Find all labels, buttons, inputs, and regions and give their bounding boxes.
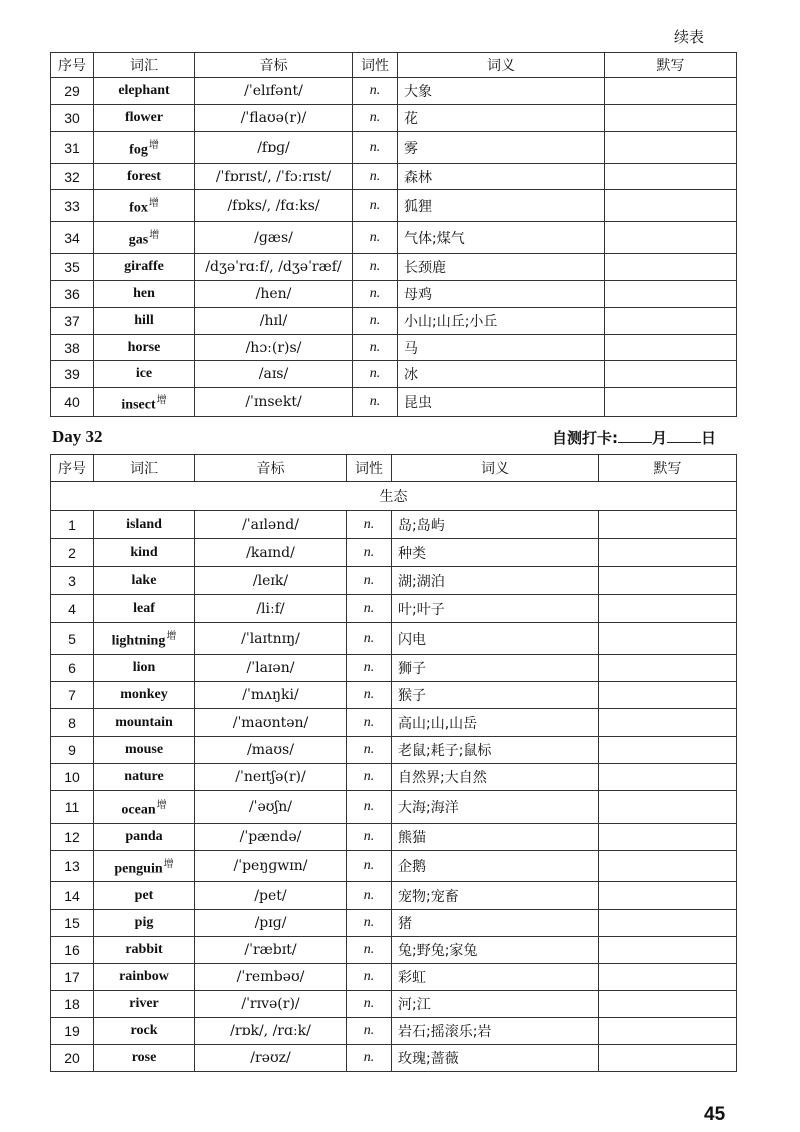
word-cell — [94, 709, 195, 737]
part-of-speech-cell: n. — [353, 105, 398, 132]
row-number: 32 — [51, 164, 94, 190]
meaning-cell: 玫瑰;蔷薇 — [392, 1045, 599, 1072]
phonetic-cell: /ˈmʌŋki/ — [195, 682, 347, 709]
word-cell — [94, 308, 195, 335]
word-cell — [94, 791, 195, 824]
day-title: Day 32 — [52, 427, 103, 446]
part-of-speech-cell: n. — [353, 190, 398, 222]
dictation-cell[interactable] — [605, 222, 737, 254]
meaning-cell: 岩石;摇滚乐;岩 — [392, 1018, 599, 1045]
phonetic-cell: /ˈəʊʃn/ — [195, 791, 347, 824]
header-meaning: 词义 — [392, 455, 599, 482]
word-text: insect — [121, 397, 156, 413]
meaning-cell: 自然界;大自然 — [392, 764, 599, 791]
vocab-table-continued — [50, 52, 737, 417]
table-row — [51, 164, 737, 190]
table-row — [51, 595, 737, 623]
meaning-cell: 大象 — [398, 78, 605, 105]
word-text: ice — [135, 366, 153, 381]
phonetic-cell: /ˈfɒrɪst/, /ˈfɔːrɪst/ — [195, 164, 353, 190]
header-ipa: 音标 — [195, 455, 347, 482]
row-number: 1 — [51, 511, 94, 539]
word-cell — [94, 682, 195, 709]
word-cell — [94, 623, 195, 655]
word-text: nature — [124, 769, 164, 784]
dictation-cell[interactable] — [605, 281, 737, 308]
phonetic-cell: /ˈaɪlənd/ — [195, 511, 347, 539]
phonetic-cell: /fɒɡ/ — [195, 132, 353, 164]
word-cell — [94, 539, 195, 567]
table-row — [51, 937, 737, 964]
word-cell — [94, 910, 195, 937]
part-of-speech-cell: n. — [347, 791, 392, 824]
self-check-in — [552, 427, 716, 448]
word-cell — [94, 991, 195, 1018]
dictation-cell[interactable] — [599, 567, 737, 595]
header-num: 序号 — [51, 53, 94, 78]
table-row — [51, 882, 737, 910]
row-number: 2 — [51, 539, 94, 567]
phonetic-cell: /pet/ — [195, 882, 347, 910]
dictation-cell[interactable] — [599, 824, 737, 851]
word-text: rose — [131, 1050, 157, 1065]
word-text: ocean — [121, 802, 156, 818]
table-row — [51, 655, 737, 682]
dictation-cell[interactable] — [605, 388, 737, 417]
row-number: 36 — [51, 281, 94, 308]
row-number: 4 — [51, 595, 94, 623]
part-of-speech-cell: n. — [347, 910, 392, 937]
phonetic-cell: /ˈræbɪt/ — [195, 937, 347, 964]
phonetic-cell: /ˈreɪnbəʊ/ — [195, 964, 347, 991]
dictation-cell[interactable] — [599, 937, 737, 964]
table-row — [51, 335, 737, 361]
word-text: hill — [134, 313, 154, 328]
table-row — [51, 567, 737, 595]
dictation-cell[interactable] — [599, 539, 737, 567]
table-row — [51, 105, 737, 132]
month-blank[interactable] — [618, 428, 652, 443]
phonetic-cell: /ˈelɪfənt/ — [195, 78, 353, 105]
phonetic-cell: /rəʊz/ — [195, 1045, 347, 1072]
part-of-speech-cell: n. — [353, 78, 398, 105]
added-word-mark: 增 — [163, 858, 174, 870]
part-of-speech-cell: n. — [353, 335, 398, 361]
meaning-cell: 马 — [398, 335, 605, 361]
table-row — [51, 791, 737, 824]
meaning-cell: 河;江 — [392, 991, 599, 1018]
row-number: 29 — [51, 78, 94, 105]
word-cell — [94, 655, 195, 682]
added-word-mark: 增 — [166, 631, 177, 643]
part-of-speech-cell: n. — [353, 361, 398, 388]
meaning-cell: 气体;煤气 — [398, 222, 605, 254]
word-cell — [94, 335, 195, 361]
part-of-speech-cell: n. — [347, 964, 392, 991]
dictation-cell[interactable] — [599, 1045, 737, 1072]
dictation-cell[interactable] — [599, 882, 737, 910]
row-number: 33 — [51, 190, 94, 222]
word-text: rock — [130, 1023, 158, 1038]
word-cell — [94, 824, 195, 851]
phonetic-cell: /ˈɪnsekt/ — [195, 388, 353, 417]
header-num: 序号 — [51, 455, 94, 482]
section-row — [51, 482, 737, 511]
table-row — [51, 851, 737, 882]
phonetic-cell: /hen/ — [195, 281, 353, 308]
word-cell — [94, 78, 195, 105]
part-of-speech-cell: n. — [347, 709, 392, 737]
table-row — [51, 132, 737, 164]
meaning-cell: 闪电 — [392, 623, 599, 655]
meaning-cell: 花 — [398, 105, 605, 132]
row-number: 12 — [51, 824, 94, 851]
dictation-cell[interactable] — [605, 132, 737, 164]
row-number: 3 — [51, 567, 94, 595]
dictation-cell[interactable] — [599, 910, 737, 937]
dictation-cell[interactable] — [599, 655, 737, 682]
word-text: rabbit — [125, 942, 163, 957]
row-number: 20 — [51, 1045, 94, 1072]
word-text: horse — [127, 339, 161, 355]
meaning-cell: 雾 — [398, 132, 605, 164]
checkin-label: 自测打卡: — [552, 429, 618, 447]
meaning-cell: 冰 — [398, 361, 605, 388]
section-title: 生态 — [51, 482, 737, 511]
header-pos: 词性 — [347, 455, 392, 482]
row-number: 8 — [51, 709, 94, 737]
continued-label: 续表 — [674, 28, 705, 46]
dictation-cell[interactable] — [599, 682, 737, 709]
dictation-cell[interactable] — [599, 964, 737, 991]
word-text: fog — [129, 142, 148, 158]
word-text: elephant — [118, 83, 170, 98]
table-row — [51, 1045, 737, 1072]
table-row — [51, 308, 737, 335]
row-number: 18 — [51, 991, 94, 1018]
dictation-cell[interactable] — [599, 595, 737, 623]
word-cell — [94, 567, 195, 595]
meaning-cell: 大海;海洋 — [392, 791, 599, 824]
meaning-cell: 猴子 — [392, 682, 599, 709]
part-of-speech-cell: n. — [353, 164, 398, 190]
part-of-speech-cell: n. — [347, 882, 392, 910]
part-of-speech-cell: n. — [353, 281, 398, 308]
row-number: 16 — [51, 937, 94, 964]
vocab-table-day32 — [50, 454, 737, 1072]
part-of-speech-cell: n. — [347, 595, 392, 623]
row-number: 14 — [51, 882, 94, 910]
word-text: island — [126, 516, 162, 532]
word-text: giraffe — [124, 259, 164, 274]
table-row — [51, 964, 737, 991]
phonetic-cell: /ɡæs/ — [195, 222, 353, 254]
meaning-cell: 昆虫 — [398, 388, 605, 417]
part-of-speech-cell: n. — [347, 682, 392, 709]
phonetic-cell: /pɪɡ/ — [195, 910, 347, 937]
word-cell — [94, 361, 195, 388]
added-word-mark: 增 — [149, 230, 160, 242]
word-cell — [94, 595, 195, 623]
table-row — [51, 361, 737, 388]
added-word-mark: 增 — [148, 198, 159, 210]
row-number: 19 — [51, 1018, 94, 1045]
word-cell — [94, 105, 195, 132]
row-number: 9 — [51, 737, 94, 764]
word-cell — [94, 388, 195, 417]
phonetic-cell: /ˈneɪtʃə(r)/ — [195, 764, 347, 791]
word-text: penguin — [114, 861, 163, 877]
dictation-cell[interactable] — [605, 335, 737, 361]
table-row — [51, 190, 737, 222]
part-of-speech-cell: n. — [347, 511, 392, 539]
meaning-cell: 兔;野兔;家兔 — [392, 937, 599, 964]
table-row — [51, 78, 737, 105]
dictation-cell[interactable] — [599, 851, 737, 882]
table-row — [51, 709, 737, 737]
dictation-cell[interactable] — [605, 190, 737, 222]
header-word: 词汇 — [94, 53, 195, 78]
table-header-row — [51, 53, 737, 78]
dictation-cell[interactable] — [599, 764, 737, 791]
dictation-cell[interactable] — [605, 254, 737, 281]
meaning-cell: 森林 — [398, 164, 605, 190]
table-row — [51, 1018, 737, 1045]
table-header-row — [51, 455, 737, 482]
phonetic-cell: /ˈpændə/ — [195, 824, 347, 851]
meaning-cell: 岛;岛屿 — [392, 511, 599, 539]
row-number: 11 — [51, 791, 94, 824]
header-pos: 词性 — [353, 53, 398, 78]
dictation-cell[interactable] — [599, 791, 737, 824]
word-text: lightning — [111, 633, 166, 649]
dictation-cell[interactable] — [605, 164, 737, 190]
word-cell — [94, 281, 195, 308]
row-number: 39 — [51, 361, 94, 388]
word-text: mouse — [124, 742, 164, 757]
word-text: monkey — [120, 687, 168, 702]
part-of-speech-cell: n. — [347, 764, 392, 791]
row-number: 35 — [51, 254, 94, 281]
table-row — [51, 682, 737, 709]
word-text: gas — [128, 232, 149, 248]
row-number: 30 — [51, 105, 94, 132]
table-row — [51, 824, 737, 851]
word-text: flower — [124, 110, 164, 125]
row-number: 6 — [51, 655, 94, 682]
table-row — [51, 254, 737, 281]
word-text: lion — [132, 660, 156, 675]
meaning-cell: 长颈鹿 — [398, 254, 605, 281]
row-number: 40 — [51, 388, 94, 417]
part-of-speech-cell: n. — [353, 388, 398, 417]
row-number: 37 — [51, 308, 94, 335]
word-text: pet — [134, 887, 154, 903]
part-of-speech-cell: n. — [347, 824, 392, 851]
word-text: rainbow — [119, 969, 169, 984]
meaning-cell: 种类 — [392, 539, 599, 567]
row-number: 15 — [51, 910, 94, 937]
phonetic-cell: /hɪl/ — [195, 308, 353, 335]
phonetic-cell: /ˈmaʊntən/ — [195, 709, 347, 737]
word-cell — [94, 222, 195, 254]
phonetic-cell: /ˈpeŋɡwɪn/ — [195, 851, 347, 882]
meaning-cell: 狐狸 — [398, 190, 605, 222]
added-word-mark: 增 — [148, 140, 159, 152]
table-row — [51, 511, 737, 539]
word-text: mountain — [115, 714, 173, 730]
header-dictation: 默写 — [599, 455, 737, 482]
phonetic-cell: /fɒks/, /fɑːks/ — [195, 190, 353, 222]
word-cell — [94, 764, 195, 791]
part-of-speech-cell: n. — [353, 132, 398, 164]
word-text: hen — [133, 286, 155, 301]
phonetic-cell: /ˈflaʊə(r)/ — [195, 105, 353, 132]
table-row — [51, 281, 737, 308]
word-text: pig — [134, 915, 154, 930]
day-blank[interactable] — [667, 428, 701, 443]
word-cell — [94, 190, 195, 222]
phonetic-cell: /ˈrɪvə(r)/ — [195, 991, 347, 1018]
word-cell — [94, 1018, 195, 1045]
phonetic-cell: /hɔː(r)s/ — [195, 335, 353, 361]
row-number: 38 — [51, 335, 94, 361]
word-cell — [94, 511, 195, 539]
part-of-speech-cell: n. — [347, 623, 392, 655]
word-cell — [94, 737, 195, 764]
row-number: 34 — [51, 222, 94, 254]
dictation-cell[interactable] — [605, 78, 737, 105]
part-of-speech-cell: n. — [347, 567, 392, 595]
month-label: 月 — [652, 429, 668, 447]
dictation-cell[interactable] — [599, 1018, 737, 1045]
word-cell — [94, 851, 195, 882]
meaning-cell: 熊猫 — [392, 824, 599, 851]
part-of-speech-cell: n. — [353, 254, 398, 281]
table-row — [51, 388, 737, 417]
meaning-cell: 母鸡 — [398, 281, 605, 308]
meaning-cell: 老鼠;耗子;鼠标 — [392, 737, 599, 764]
meaning-cell: 叶;叶子 — [392, 595, 599, 623]
meaning-cell: 彩虹 — [392, 964, 599, 991]
meaning-cell: 湖;湖泊 — [392, 567, 599, 595]
dictation-cell[interactable] — [599, 991, 737, 1018]
table-row — [51, 539, 737, 567]
part-of-speech-cell: n. — [347, 737, 392, 764]
phonetic-cell: /ˈlaɪən/ — [195, 655, 347, 682]
row-number: 10 — [51, 764, 94, 791]
dictation-cell[interactable] — [605, 105, 737, 132]
word-text: river — [129, 996, 159, 1011]
phonetic-cell: /maʊs/ — [195, 737, 347, 764]
word-text: leaf — [133, 600, 155, 616]
table-row — [51, 222, 737, 254]
table-row — [51, 623, 737, 655]
header-dictation: 默写 — [605, 53, 737, 78]
phonetic-cell: /kaɪnd/ — [195, 539, 347, 567]
word-text: forest — [127, 168, 161, 184]
meaning-cell: 猪 — [392, 910, 599, 937]
phonetic-cell: /dʒəˈrɑːf/, /dʒəˈræf/ — [195, 254, 353, 281]
word-cell — [94, 1045, 195, 1072]
row-number: 7 — [51, 682, 94, 709]
phonetic-cell: /leɪk/ — [195, 567, 347, 595]
row-number: 5 — [51, 623, 94, 655]
row-number: 17 — [51, 964, 94, 991]
phonetic-cell: /liːf/ — [195, 595, 347, 623]
meaning-cell: 企鹅 — [392, 851, 599, 882]
dictation-cell[interactable] — [605, 361, 737, 388]
dictation-cell[interactable] — [599, 709, 737, 737]
added-word-mark: 增 — [156, 799, 167, 811]
header-ipa: 音标 — [195, 53, 353, 78]
part-of-speech-cell: n. — [347, 539, 392, 567]
phonetic-cell: /rɒk/, /rɑːk/ — [195, 1018, 347, 1045]
header-word: 词汇 — [94, 455, 195, 482]
word-cell — [94, 132, 195, 164]
part-of-speech-cell: n. — [347, 1045, 392, 1072]
meaning-cell: 小山;山丘;小丘 — [398, 308, 605, 335]
added-word-mark: 增 — [156, 394, 167, 406]
meaning-cell: 狮子 — [392, 655, 599, 682]
dictation-cell[interactable] — [599, 737, 737, 764]
table-row — [51, 991, 737, 1018]
table-row — [51, 737, 737, 764]
word-text: lake — [131, 572, 157, 588]
row-number: 13 — [51, 851, 94, 882]
row-number: 31 — [51, 132, 94, 164]
word-cell — [94, 164, 195, 190]
word-text: kind — [130, 544, 158, 560]
word-text: fox — [129, 200, 148, 216]
part-of-speech-cell: n. — [353, 308, 398, 335]
part-of-speech-cell: n. — [347, 655, 392, 682]
word-cell — [94, 882, 195, 910]
meaning-cell: 宠物;宠畜 — [392, 882, 599, 910]
word-text: panda — [125, 829, 163, 844]
part-of-speech-cell: n. — [347, 851, 392, 882]
part-of-speech-cell: n. — [347, 937, 392, 964]
meaning-cell: 高山;山,山岳 — [392, 709, 599, 737]
page-number: 45 — [704, 1104, 726, 1125]
part-of-speech-cell: n. — [353, 222, 398, 254]
day-label: 日 — [701, 429, 717, 447]
part-of-speech-cell: n. — [347, 1018, 392, 1045]
word-cell — [94, 964, 195, 991]
table-row — [51, 764, 737, 791]
dictation-cell[interactable] — [599, 623, 737, 655]
phonetic-cell: /aɪs/ — [195, 361, 353, 388]
dictation-cell[interactable] — [599, 511, 737, 539]
word-cell — [94, 937, 195, 964]
part-of-speech-cell: n. — [347, 991, 392, 1018]
word-cell — [94, 254, 195, 281]
dictation-cell[interactable] — [605, 308, 737, 335]
header-meaning: 词义 — [398, 53, 605, 78]
phonetic-cell: /ˈlaɪtnɪŋ/ — [195, 623, 347, 655]
table-row — [51, 910, 737, 937]
